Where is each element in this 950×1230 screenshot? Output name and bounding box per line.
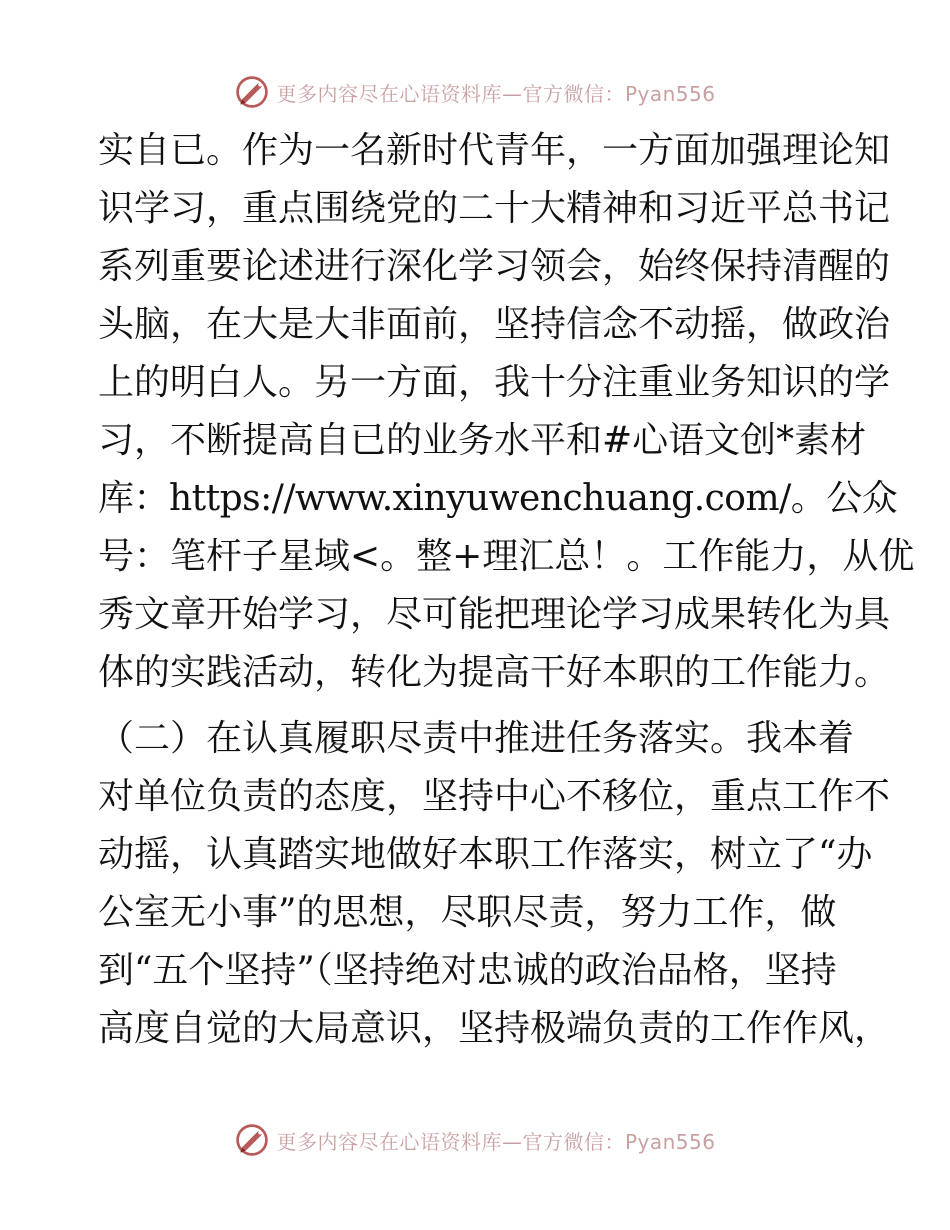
document-body xyxy=(98,122,915,1058)
pen-logo-icon xyxy=(234,1122,270,1158)
body-line-8: 号：笔杆子星域<。整+理汇总！。工作能力，从优 xyxy=(98,536,915,577)
body-line-9: 秀文章开始学习，尽可能把理论学习成果转化为具 xyxy=(98,594,891,635)
body-line-16: 高度自觉的大局意识，坚持极端负责的工作作风， xyxy=(98,1008,891,1049)
body-line-11: （二）在认真履职尽责中推进任务落实。我本着 xyxy=(98,718,855,759)
header-banner-text: 更多内容尽在心语资料库—官方微信：Pyan556 xyxy=(276,81,716,106)
body-line-14: 公室无小事”的思想，尽职尽责，努力工作，做 xyxy=(98,892,837,933)
body-line-4: 头脑，在大是大非面前，坚持信念不动摇，做政治 xyxy=(98,304,891,345)
body-line-6: 习，不断提高自已的业务水平和#心语文创*素材 xyxy=(98,420,867,461)
footer-banner-text: 更多内容尽在心语资料库—官方微信：Pyan556 xyxy=(276,1129,716,1154)
body-line-13: 动摇，认真踏实地做好本职工作落实，树立了“办 xyxy=(98,834,873,875)
body-line-12: 对单位负责的态度，坚持中心不移位，重点工作不 xyxy=(98,776,891,817)
body-line-5: 上的明白人。另一方面，我十分注重业务知识的学 xyxy=(98,362,891,403)
body-line-7: 库：https://www.xinyuwenchuang.com/。公众 xyxy=(98,478,898,519)
pen-logo-icon xyxy=(234,74,270,110)
body-line-1: 实自已。作为一名新时代青年，一方面加强理论知 xyxy=(98,130,891,171)
footer-watermark-banner xyxy=(0,1120,950,1160)
body-line-15: 到“五个坚持”（坚持绝对忠诚的政治品格，坚持 xyxy=(98,950,837,991)
header-watermark-banner xyxy=(0,72,950,112)
body-line-10: 体的实践活动，转化为提高干好本职的工作能力。 xyxy=(98,652,891,693)
body-line-2: 识学习，重点围绕党的二十大精神和习近平总书记 xyxy=(98,188,891,229)
body-line-3: 系列重要论述进行深化学习领会，始终保持清醒的 xyxy=(98,246,891,287)
